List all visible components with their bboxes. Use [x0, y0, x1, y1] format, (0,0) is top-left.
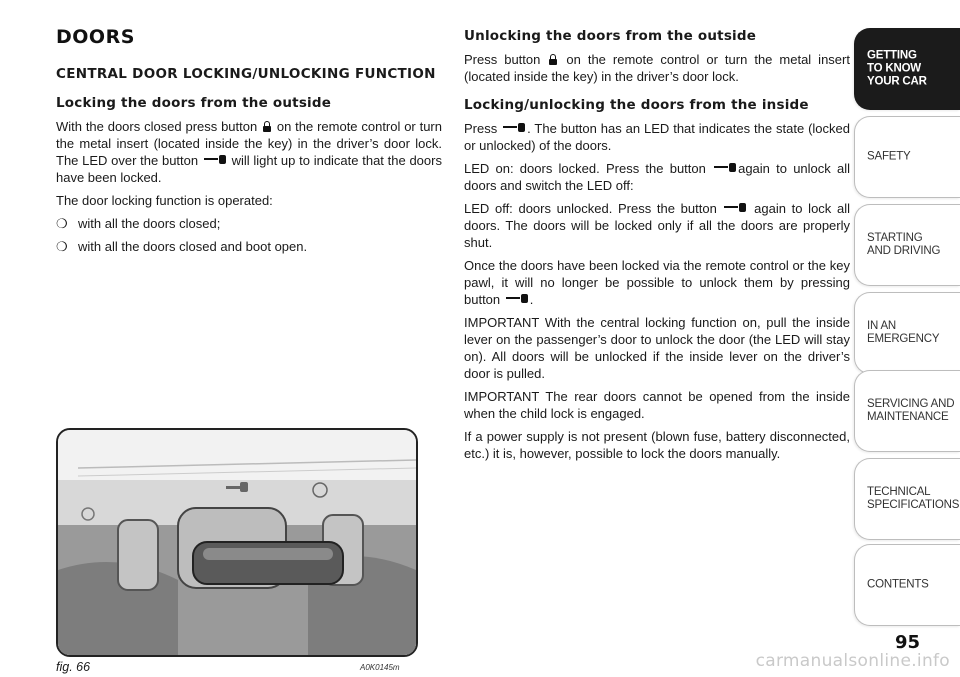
- left-column: [56, 66, 442, 261]
- tab-label: CONTENTS: [867, 578, 929, 591]
- subheading-lock-outside: Locking the doors from the outside: [56, 95, 332, 111]
- tab-label: STARTING AND DRIVING: [867, 232, 941, 257]
- text-fragment: . The button has an LED that indicates the state (locked or unlocked) of the doors.: [464, 121, 850, 153]
- list-item-text: with all the doors closed;: [78, 216, 221, 231]
- page-number: 95: [894, 632, 920, 653]
- list-item: [56, 238, 442, 255]
- figure-caption: fig. 66: [56, 660, 91, 674]
- text-fragment: again to unlock all doors and switch the LED off:: [464, 161, 850, 193]
- text-fragment: .: [529, 292, 534, 307]
- subheading-unlock-outside: Unlocking the doors from the outside: [464, 28, 757, 44]
- tab-technical-specifications[interactable]: [854, 458, 960, 540]
- section-title: CENTRAL DOOR LOCKING/UNLOCKING FUNCTION: [56, 66, 436, 82]
- key-icon: [724, 203, 746, 213]
- tab-in-an-emergency[interactable]: [854, 292, 960, 374]
- paragraph-led-off: [464, 200, 850, 251]
- text-fragment: again to lock all doors. The doors will be locked only if all the doors are properly shut.: [464, 201, 850, 250]
- padlock-icon: [263, 121, 271, 132]
- text-fragment: Once the doors have been locked via the remote control or the key pawl, it will no longer be possible to unlock them by pressing button: [464, 258, 850, 307]
- paragraph-lock-outside: [56, 118, 442, 186]
- paragraph-important-1: IMPORTANT With the central locking function on, pull the inside lever on the passenger’s door to unlock the door (the LED will stay on). All doors will be unlocked if the inside lever on the driver’s door is pulled.: [464, 315, 850, 381]
- text-fragment: LED off: doors unlocked. Press the button: [464, 201, 717, 216]
- text-fragment: Press button: [464, 52, 541, 67]
- tab-label: GETTING TO KNOW YOUR CAR: [867, 49, 927, 88]
- condition-list: [56, 215, 442, 255]
- door-lever-illustration: [58, 430, 416, 655]
- paragraph-unlock-outside: [464, 51, 850, 85]
- subheading-inside: Locking/unlocking the doors from the inside: [464, 97, 809, 113]
- padlock-icon: [549, 54, 557, 65]
- tab-label: SAFETY: [867, 150, 911, 163]
- page-title: DOORS: [56, 26, 135, 48]
- paragraph-press: [464, 120, 850, 154]
- text-fragment: LED on: doors locked. Press the button: [464, 161, 706, 176]
- paragraph-remote-lock: [464, 257, 850, 308]
- text-fragment: on the remote control or turn the metal insert (located inside the key) in the driver’s door lock. The LED over the button: [56, 119, 442, 168]
- key-icon: [714, 163, 736, 173]
- bullet-icon: ❍: [56, 239, 68, 254]
- right-column: [464, 28, 850, 468]
- text-fragment: on the remote control or turn the metal insert (located inside the key) in the driver’s door lock.: [464, 52, 850, 84]
- key-icon: [503, 123, 525, 133]
- watermark: carmanualsonline.info: [755, 651, 950, 671]
- tab-label: SERVICING AND MAINTENANCE: [867, 398, 955, 423]
- text-fragment: will light up to indicate that the doors have been locked.: [56, 153, 442, 185]
- tab-label: IN AN EMERGENCY: [867, 320, 940, 345]
- paragraph-power: If a power supply is not present (blown fuse, battery disconnected, etc.) it is, however, possible to lock the doors manually.: [464, 429, 850, 461]
- bullet-icon: ❍: [56, 216, 68, 231]
- paragraph-led-on: [464, 160, 850, 194]
- figure-code: A0K0145m: [360, 663, 400, 672]
- tab-starting-and-driving[interactable]: [854, 204, 960, 286]
- chapter-sidebar: [854, 0, 960, 677]
- tab-contents[interactable]: [854, 544, 960, 626]
- tab-servicing-and-maintenance[interactable]: [854, 370, 960, 452]
- paragraph-operated: The door locking function is operated:: [56, 193, 273, 208]
- tab-label: TECHNICAL SPECIFICATIONS: [867, 486, 960, 511]
- tab-getting-to-know-your-car[interactable]: [854, 28, 960, 110]
- list-item: [56, 215, 442, 232]
- text-fragment: Press: [464, 121, 498, 136]
- text-fragment: With the doors closed press button: [56, 119, 258, 134]
- paragraph-important-2: IMPORTANT The rear doors cannot be opened from the inside when the child lock is engaged.: [464, 389, 850, 421]
- figure-door-lever: [56, 428, 418, 657]
- tab-safety[interactable]: [854, 116, 960, 198]
- list-item-text: with all the doors closed and boot open.: [78, 239, 308, 254]
- key-icon: [506, 294, 528, 304]
- key-icon: [204, 155, 226, 165]
